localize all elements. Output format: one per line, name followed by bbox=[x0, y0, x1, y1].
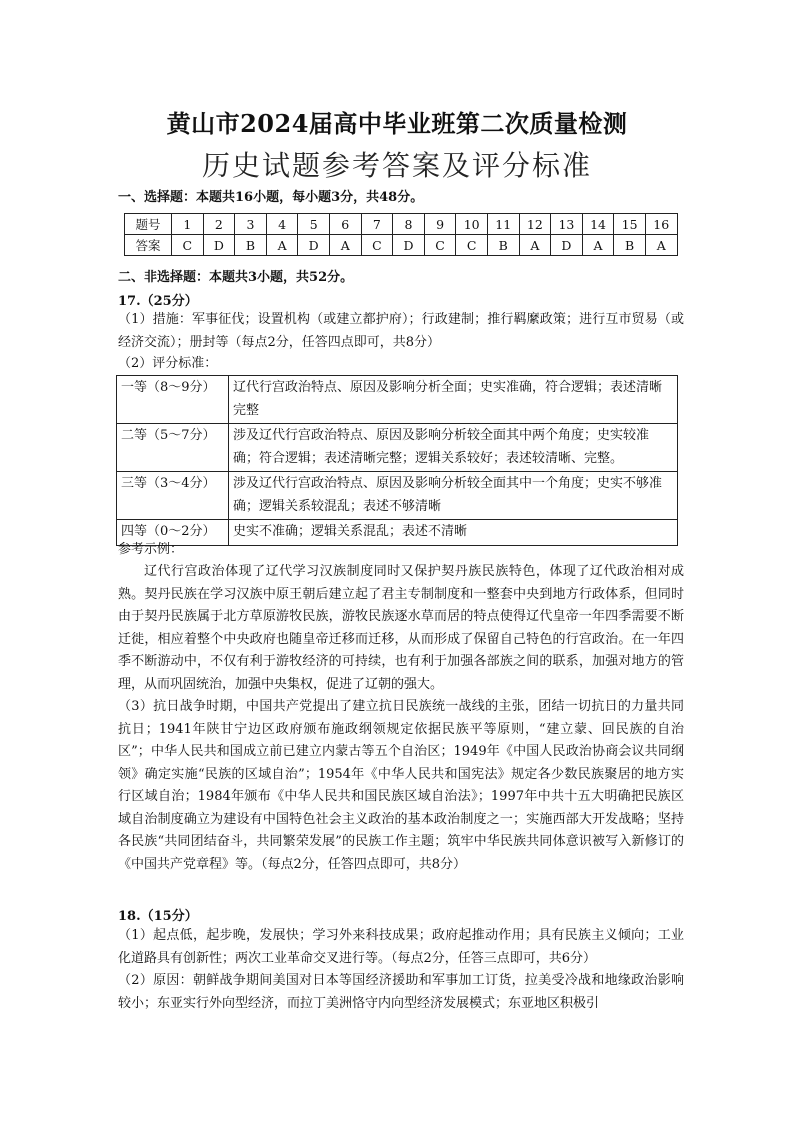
grade-level: 四等（0～2分） bbox=[117, 520, 229, 546]
answer-cell: A bbox=[329, 235, 361, 256]
question-number: 8 bbox=[393, 214, 425, 235]
section-1-heading: 一、选择题：本题共16小题，每小题3分，共48分。 bbox=[118, 190, 424, 205]
answer-cell: A bbox=[266, 235, 298, 256]
question-number: 16 bbox=[645, 214, 677, 235]
grade-description: 涉及辽代行宫政治特点、原因及影响分析较全面其中一个角度；史实不够准确；逻辑关系较混乱；表述不够清晰 bbox=[229, 472, 678, 520]
grade-row bbox=[117, 376, 678, 424]
section-2-heading: 二、非选择题：本题共3小题，共52分。 bbox=[118, 270, 354, 285]
answer-cell: A bbox=[519, 235, 551, 256]
answer-cell: B bbox=[235, 235, 267, 256]
answer-table-num-label: 题号 bbox=[125, 214, 172, 235]
q17-part3: （3）抗日战争时期，中国共产党提出了建立抗日民族统一战线的主张，团结一切抗日的力量共同抗日；1941年陕甘宁边区政府颁布施政纲领规定依据民族平等原则，“建立蒙、回民族的自治区”；中华人民共和国成立前已建立内蒙古等五个自治区；1949年《中国人民政治协商会议共同纲领》确定实施“民族的区域自治”；1954年《中华人民共和国宪法》规定各少数民族聚居的地方实行区域自治；1984年颁布《中华人民共和国民族区域自治法》；1997年中共十五大明确把民族区域自治制度确立为建设有中国特色社会主义政治的基本政治制度之一；实施西部大开发战略；坚持各民族“共同团结奋斗，共同繁荣发展”的民族工作主题；筑牢中华民族共同体意识被写入新修订的《中国共产党章程》等。（每点2分，任答四点即可，共8分） bbox=[118, 699, 684, 872]
question-number: 5 bbox=[298, 214, 330, 235]
q17-part1: （1）措施：军事征伐；设置机构（或建立都护府）；行政建制；推行羁縻政策；进行互市贸易（或经济交流）；册封等（每点2分，任答四点即可，共8分） bbox=[118, 312, 684, 350]
question-number: 13 bbox=[551, 214, 583, 235]
grade-level: 三等（3～4分） bbox=[117, 472, 229, 520]
question-number: 2 bbox=[203, 214, 235, 235]
grade-level: 一等（8～9分） bbox=[117, 376, 229, 424]
question-number: 7 bbox=[361, 214, 393, 235]
page-title: 黄山市2024届高中毕业班第二次质量检测 bbox=[166, 109, 628, 138]
answer-cell: D bbox=[551, 235, 583, 256]
answer-table bbox=[124, 213, 678, 256]
grade-row bbox=[117, 424, 678, 472]
page-subtitle: 历史试题参考答案及评分标准 bbox=[201, 149, 592, 182]
grading-table bbox=[116, 375, 678, 546]
q17-heading: 17.（25分） bbox=[118, 294, 198, 309]
question-number: 4 bbox=[266, 214, 298, 235]
example-text: 辽代行宫政治体现了辽代学习汉族制度同时又保护契丹族民族特色，体现了辽代政治相对成熟。契丹民族在学习汉族中原王朝后建立起了君主专制制度和一整套中央到地方行政体系，但同时由于契丹民族属于北方草原游牧民族，游牧民族逐水草而居的特点使得辽代皇帝一年四季需要不断迁徙，相应着整个中央政府也随皇帝迁移而迁移，从而形成了保留自己特色的行宫政治。在一年四季不断游动中，不仅有利于游牧经济的可持续，也有利于加强各部族之间的联系，加强对地方的管理，从而巩固统治，加强中央集权，促进了辽朝的强大。 bbox=[118, 564, 684, 692]
question-number: 15 bbox=[614, 214, 646, 235]
answer-cell: C bbox=[172, 235, 204, 256]
grade-description: 辽代行宫政治特点、原因及影响分析全面；史实准确，符合逻辑；表述清晰完整 bbox=[229, 376, 678, 424]
answer-cell: A bbox=[645, 235, 677, 256]
grade-row bbox=[117, 472, 678, 520]
grade-level: 二等（5～7分） bbox=[117, 424, 229, 472]
answer-cell: A bbox=[582, 235, 614, 256]
example-label: 参考示例： bbox=[118, 542, 184, 557]
grade-description: 史实不准确；逻辑关系混乱；表述不清晰 bbox=[229, 520, 678, 546]
answer-cell: D bbox=[393, 235, 425, 256]
answer-cell: B bbox=[487, 235, 519, 256]
question-number: 1 bbox=[172, 214, 204, 235]
q18-heading: 18.（15分） bbox=[118, 909, 198, 924]
answer-cell: C bbox=[456, 235, 488, 256]
question-number: 3 bbox=[235, 214, 267, 235]
answer-cell: C bbox=[361, 235, 393, 256]
question-number: 14 bbox=[582, 214, 614, 235]
answer-table-ans-label: 答案 bbox=[125, 235, 172, 256]
question-number: 11 bbox=[487, 214, 519, 235]
q17-part2-label: （2）评分标准： bbox=[118, 356, 218, 371]
question-number: 10 bbox=[456, 214, 488, 235]
answer-cell: D bbox=[203, 235, 235, 256]
answer-table-answer-row bbox=[125, 235, 678, 256]
question-number: 6 bbox=[329, 214, 361, 235]
answer-table-number-row bbox=[125, 214, 678, 235]
answer-cell: C bbox=[424, 235, 456, 256]
question-number: 9 bbox=[424, 214, 456, 235]
question-number: 12 bbox=[519, 214, 551, 235]
q18-part1: （1）起点低，起步晚，发展快；学习外来科技成果；政府起推动作用；具有民族主义倾向；工业化道路具有创新性；两次工业革命交叉进行等。（每点2分，任答三点即可，共6分） bbox=[118, 928, 684, 966]
answer-cell: B bbox=[614, 235, 646, 256]
q18-part2: （2）原因：朝鲜战争期间美国对日本等国经济援助和军事加工订货，拉美受冷战和地缘政治影响较小；东亚实行外向型经济，而拉丁美洲恪守内向型经济发展模式；东亚地区积极引 bbox=[118, 973, 684, 1011]
grade-description: 涉及辽代行宫政治特点、原因及影响分析较全面其中两个角度；史实较准确；符合逻辑；表述清晰完整；逻辑关系较好；表述较清晰、完整。 bbox=[229, 424, 678, 472]
answer-cell: D bbox=[298, 235, 330, 256]
